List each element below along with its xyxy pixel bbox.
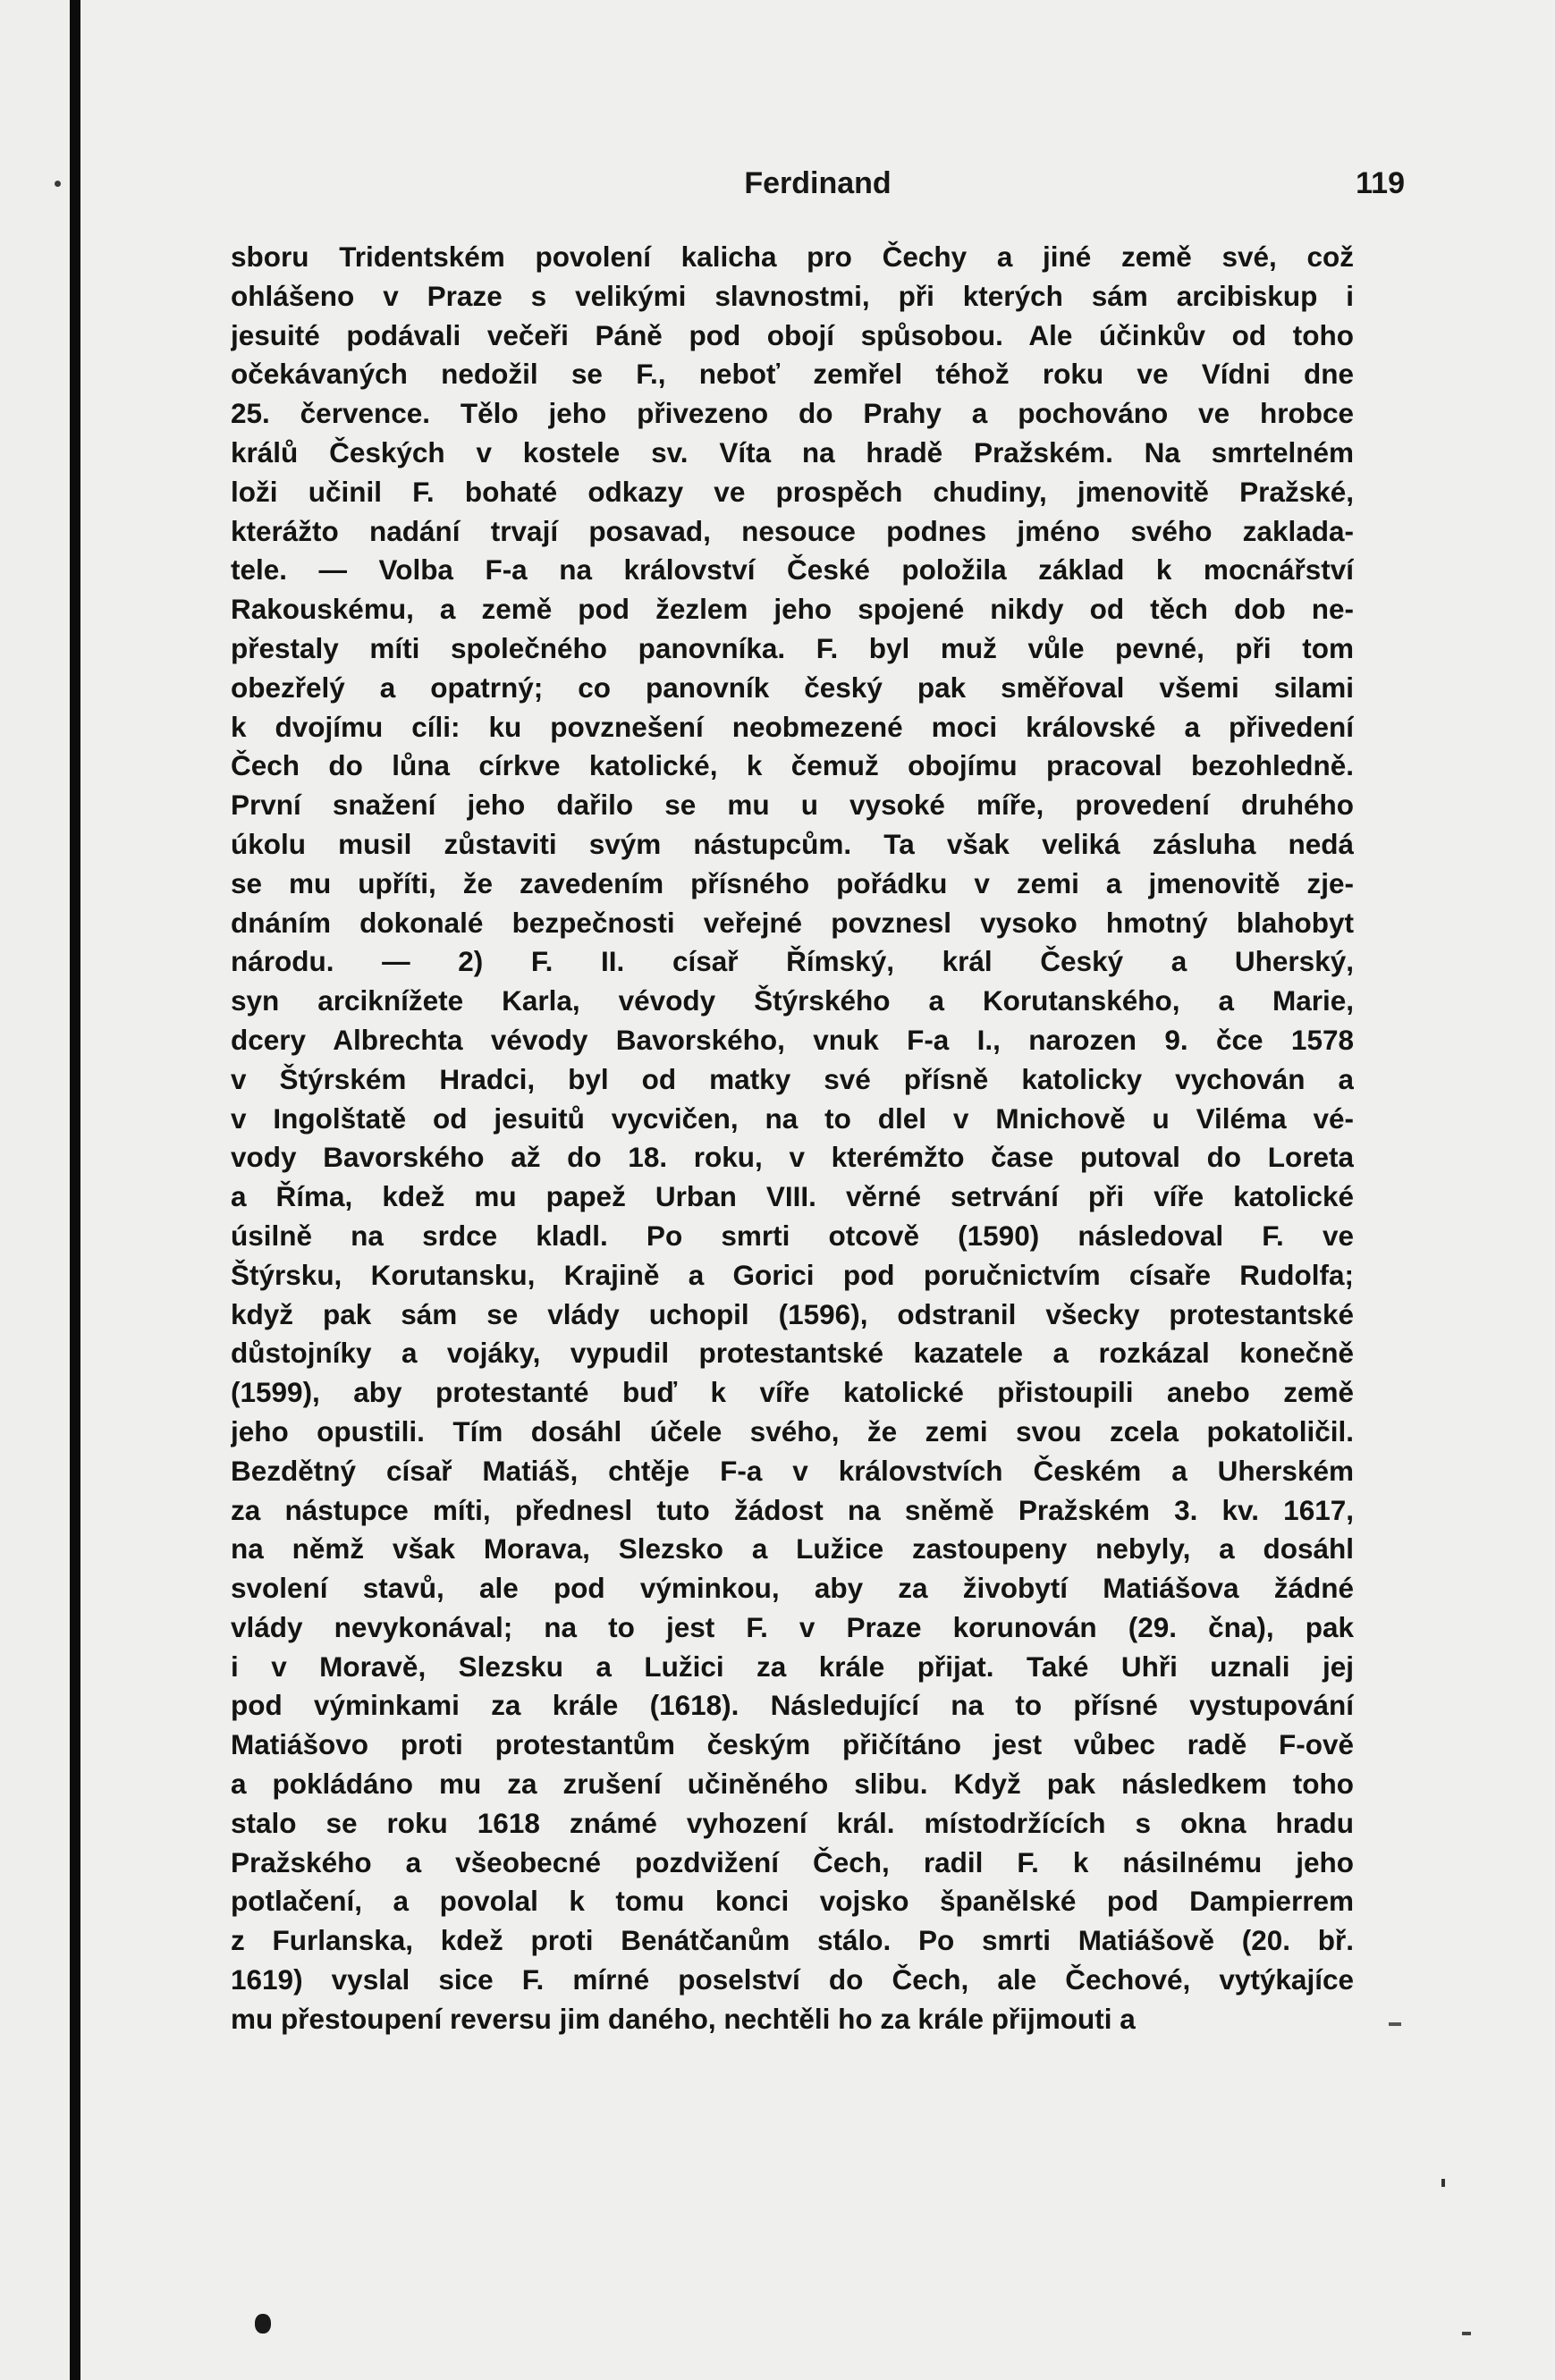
text-line: se mu upříti, že zavedením přísného pořádku v zemi a jmenovitě zje-	[231, 866, 1354, 899]
text-line: v Ingolštatě od jesuitů vycvičen, na to dlel v Mnichově u Viléma vé-	[231, 1101, 1354, 1135]
text-line: králů Českých v kostele sv. Víta na hradě Pražském. Na smrtelném	[231, 435, 1354, 468]
text-line: stalo se roku 1618 známé vyhození král. místodržících s okna hradu	[231, 1806, 1354, 1839]
text-line: když pak sám se vlády uchopil (1596), odstranil všecky protestantské	[231, 1297, 1354, 1330]
text-line: (1599), aby protestanté buď k víře katolické přistoupili anebo země	[231, 1376, 1354, 1409]
scan-blot	[255, 2314, 271, 2334]
text-line: Čech do lůna církve katolické, k čemuž obojímu pracoval bezohledně.	[231, 749, 1354, 782]
text-line: úsilně na srdce kladl. Po smrti otcově (1590) následoval F. ve	[231, 1219, 1354, 1252]
text-line: Rakouskému, a země pod žezlem jeho spojené nikdy od těch dob ne-	[231, 593, 1354, 626]
scan-margin-left	[0, 0, 70, 2380]
text-line: Bezdětný císař Matiáš, chtěje F-a v královstvích Českém a Uherském	[231, 1454, 1354, 1487]
scan-speck	[1462, 2332, 1471, 2335]
text-line: dnáním dokonalé bezpečnosti veřejné povznesl vysoko hmotný blahobyt	[231, 906, 1354, 939]
text-line: očekávaných nedožil se F., neboť zemřel téhož roku ve Vídni dne	[231, 358, 1354, 391]
text-line: 25. července. Tělo jeho přivezeno do Prahy a pochováno ve hrobce	[231, 397, 1354, 430]
book-page	[80, 0, 1555, 2380]
text-line: syn arciknížete Karla, vévody Štýrského a Korutanského, a Marie,	[231, 984, 1354, 1017]
text-line: v Štýrském Hradci, byl od matky své přísně katolicky vychován a	[231, 1062, 1354, 1095]
scan-speck	[1389, 2022, 1401, 2026]
running-header	[80, 166, 1555, 211]
text-line: jesuité podávali večeři Páně pod obojí spůsobou. Ale účinkův od toho	[231, 318, 1354, 351]
text-line: i v Moravě, Slezsku a Lužici za krále přijat. Také Uhři uznali jej	[231, 1650, 1354, 1683]
text-line: První snažení jeho dařilo se mu u vysoké míře, provedení druhého	[231, 789, 1354, 822]
page-number: 119	[1356, 166, 1405, 200]
text-line: ohlášeno v Praze s velikými slavnostmi, při kterých sám arcibiskup i	[231, 279, 1354, 312]
text-line: k dvojímu cíli: ku povznešení neobmezené moci královské a přivedení	[231, 710, 1354, 743]
text-line: tele. — Volba F-a na království České položila základ k mocnářství	[231, 553, 1354, 587]
text-line: úkolu musil zůstaviti svým nástupcům. Ta však veliká zásluha nedá	[231, 827, 1354, 860]
scan-shadow-edge	[70, 0, 80, 2380]
text-line: Štýrsku, Korutansku, Krajině a Gorici pod poručnictvím císaře Rudolfa;	[231, 1258, 1354, 1291]
text-line: sboru Tridentském povolení kalicha pro Čechy a jiné země své, což	[231, 241, 1354, 273]
text-line: na němž však Morava, Slezsko a Lužice zastoupeny nebyly, a dosáhl	[231, 1532, 1354, 1566]
text-line: jeho opustili. Tím dosáhl účele svého, že zemi svou zcela pokatoličil.	[231, 1414, 1354, 1447]
text-line: loži učinil F. bohaté odkazy ve prospěch chudiny, jmenovitě Pražské,	[231, 475, 1354, 508]
text-line: svolení stavů, ale pod výminkou, aby za živobytí Matiášova žádné	[231, 1572, 1354, 1605]
text-line: obezřelý a opatrný; co panovník český pak směřoval všemi silami	[231, 671, 1354, 704]
text-line: kterážto nadání trvají posavad, nesouce podnes jméno svého zaklada-	[231, 514, 1354, 547]
page-header-title: Ferdinand	[744, 166, 892, 200]
text-line: mu přestoupení reversu jim daného, nechtěli ho za krále přijmouti a	[231, 2002, 1136, 2035]
text-line: a Říma, kdež mu papež Urban VIII. věrné setrvání při víře katolické	[231, 1180, 1354, 1213]
body-text	[231, 238, 1354, 2039]
text-line: za nástupce míti, přednesl tuto žádost na sněmě Pražském 3. kv. 1617,	[231, 1493, 1354, 1526]
text-line: vody Bavorského až do 18. roku, v kterémžto čase putoval do Loreta	[231, 1141, 1354, 1174]
text-line: národu. — 2) F. II. císař Římský, král Český a Uherský,	[231, 945, 1354, 978]
text-line: 1619) vyslal sice F. mírné poselství do Čech, ale Čechové, vytýkajíce	[231, 1963, 1354, 1996]
text-line: potlačení, a povolal k tomu konci vojsko španělské pod Dampierrem	[231, 1885, 1354, 1918]
text-line: Pražského a všeobecné pozdvižení Čech, radil F. k násilnému jeho	[231, 1845, 1354, 1878]
text-line: důstojníky a vojáky, vypudil protestantské kazatele a rozkázal konečně	[231, 1337, 1354, 1370]
text-line: pod výminkami za krále (1618). Následující na to přísné vystupování	[231, 1689, 1354, 1722]
text-line: Matiášovo proti protestantům českým přičítáno jest vůbec radě F-ově	[231, 1728, 1354, 1761]
scan-speck	[1441, 2179, 1445, 2187]
text-line: dcery Albrechta vévody Bavorského, vnuk F-a I., narozen 9. čce 1578	[231, 1023, 1354, 1056]
text-line: přestaly míti společného panovníka. F. byl muž vůle pevné, při tom	[231, 631, 1354, 664]
text-line: z Furlanska, kdež proti Benátčanům stálo. Po smrti Matiášově (20. bř.	[231, 1924, 1354, 1957]
text-line: vlády nevykonával; na to jest F. v Praze korunován (29. čna), pak	[231, 1610, 1354, 1643]
scan-speck	[55, 181, 61, 187]
text-line: a pokládáno mu za zrušení učiněného slibu. Když pak následkem toho	[231, 1768, 1354, 1801]
